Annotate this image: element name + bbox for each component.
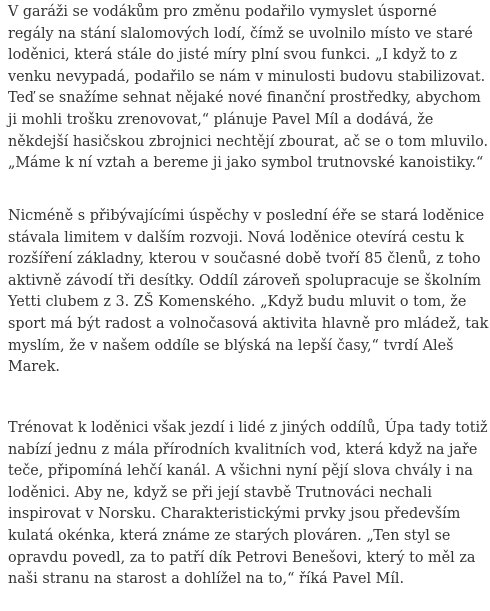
- article-text-line: teče, připomíná lehčí kanál. A všichni nyní pějí slova chvály i na: [8, 462, 473, 480]
- article-text-line: Trénovat k loděnici však jezdí i lidé z jiných oddílů, Úpa tady totiž: [8, 419, 488, 436]
- article-text-line: někdejší hasičskou zbrojnici nechtějí zbourat, ač se o tom mluvilo.: [8, 132, 489, 150]
- article-text-line: venku nevypadá, podařilo se nám v minulosti budovu stabilizovat.: [8, 67, 486, 85]
- article-text-line: stávala limitem v dalším rozvoji. Nová loděnice otevírá cestu k: [8, 228, 465, 246]
- article-text-line: ji mohli trošku zrenovovat,“ plánuje Pavel Míl a dodává, že: [8, 110, 434, 128]
- article-text-line: Yetti clubem z 3. ZŠ Komenského. „Když budu mluvit o tom, že: [8, 293, 467, 311]
- article-text-line: Teď se snažíme sehnat nějaké nové finanční prostředky, abychom: [8, 89, 481, 107]
- article-text-line: myslím, že v našem oddíle se blýská na lepší časy,“ tvrdí Aleš: [8, 336, 454, 354]
- article-text-line: aktivně závodí tři desítky. Oddíl zároveň spolupracuje se školním: [8, 271, 481, 289]
- article-text-line: Nicméně s přibývajícími úspěchy v poslední éře se stará loděnice: [8, 207, 485, 224]
- article-paragraph-3: [8, 417, 490, 590]
- article-text-line: opravdu povedl, za to patří dík Petrovi Benešovi, který to měl za: [8, 548, 476, 566]
- article-text-line: sport má být radost a volnočasová aktivita hlavně pro mládež, tak: [8, 314, 489, 332]
- article-text-line: naši stranu na starost a dohlížel na to,“ říká Pavel Míl.: [8, 570, 405, 588]
- article-text-line: regály na stání slalomových lodí, čímž se uvolnilo místo ve staré: [8, 24, 473, 42]
- article-text-line: loděnici. Aby ne, když se při její stavbě Trutnováci nechali: [8, 483, 432, 501]
- article-text-line: kulatá okénka, která známe ze starých plováren. „Ten styl se: [8, 526, 451, 544]
- article-text-line: V garáži se vodákům pro změnu podařilo vymyslet úsporné: [8, 3, 437, 20]
- article-text-line: rozšíření základny, kterou v současné době tvoří 85 členů, z toho: [8, 250, 481, 268]
- article-text-line: inspirovat v Norsku. Charakteristickými prvky jsou především: [8, 505, 461, 523]
- article-text-line: loděnici, která stále do jisté míry plní svou funkci. „I když to z: [8, 46, 458, 64]
- article-paragraph-2: [8, 205, 490, 378]
- article-text-line: „Máme k ní vztah a bereme ji jako symbol trutnovské kanoistiky.“: [8, 154, 484, 172]
- article-paragraph-1: [8, 1, 490, 174]
- article-text-line: Marek.: [8, 358, 60, 376]
- article-text-line: nabízí jednu z mála přírodních kvalitních vod, která když na jaře: [8, 440, 478, 458]
